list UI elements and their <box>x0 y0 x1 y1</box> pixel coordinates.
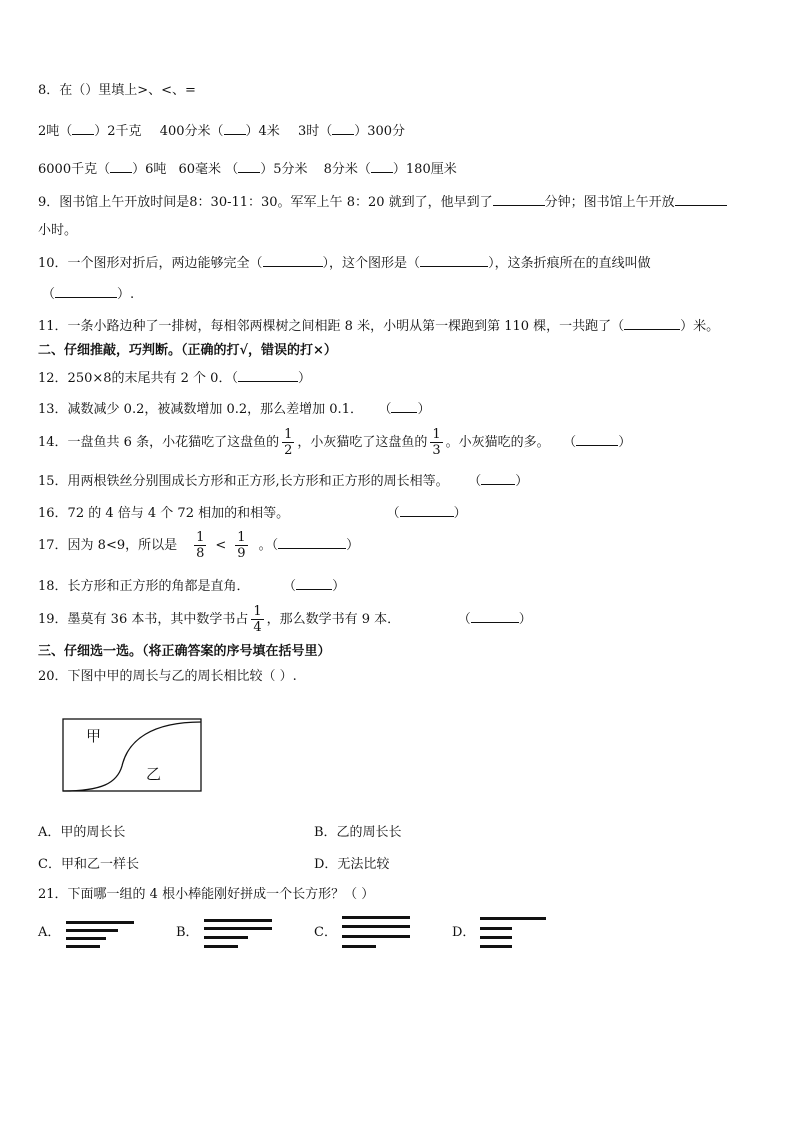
q13: 13．减数减少 0.2，被减数增加 0.2，那么差增加 0.1． （ ） <box>38 399 431 419</box>
q21-text: 21．下面哪一组的 4 根小棒能刚好拼成一个长方形？（ ） <box>38 887 375 902</box>
stick <box>342 935 410 938</box>
q8-row1 <box>38 121 405 141</box>
answer-blank[interactable] <box>263 253 323 267</box>
fraction: $\frac{1}{4}$ <box>253 604 262 635</box>
q8-r1-c: 3时（ ）300分 <box>298 124 405 139</box>
q18: 18．长方形和正方形的角都是直角． （ ） <box>38 576 345 596</box>
q21-option-c[interactable]: C． <box>314 925 337 940</box>
fraction: $\frac{1}{2}$ <box>284 427 293 458</box>
answer-blank[interactable] <box>332 121 354 135</box>
stick <box>342 945 376 948</box>
stick <box>480 945 512 948</box>
stick <box>480 936 512 939</box>
stick <box>204 945 238 948</box>
answer-blank[interactable] <box>675 192 727 206</box>
fraction: $\frac{1}{9}$ <box>237 530 246 561</box>
stick <box>66 937 106 940</box>
section-2-heading: 二、仔细推敲，巧判断。（正确的打√，错误的打×） <box>38 343 337 358</box>
q9-line2: 小时。 <box>38 223 78 238</box>
q20-option-d[interactable]: D．无法比较 <box>314 857 390 872</box>
answer-blank[interactable] <box>296 576 332 590</box>
stick <box>342 925 410 928</box>
q8-r1-b: 400分米（ ）4米 <box>160 124 280 139</box>
q11: 11．一条小路边种了一排树，每相邻两棵树之间相距 8 米，小明从第一棵跑到第 110 棵，一共跑了（ ）米。 <box>38 316 719 336</box>
q20-text: 20．下图中甲的周长与乙的周长相比较（ ）. <box>38 669 297 684</box>
stick <box>66 929 118 932</box>
q16: 16．72 的 4 倍与 4 个 72 相加的和相等。 （ ） <box>38 503 467 523</box>
q17: 17．因为 8<9，所以是 $\frac{1}{8}$ < $\frac{1}{9}$ 。（ ） <box>38 530 360 561</box>
q21-option-a[interactable]: A． <box>38 925 61 940</box>
answer-blank[interactable] <box>238 368 298 382</box>
answer-blank[interactable] <box>72 121 94 135</box>
q10-line1: 10．一个图形对折后，两边能够完全（ ），这个图形是（ ），这条折痕所在的直线叫做 <box>38 253 651 273</box>
stick <box>480 917 546 920</box>
answer-blank[interactable] <box>481 471 515 485</box>
section-3-heading: 三、仔细选一选。（将正确答案的序号填在括号里） <box>38 644 331 659</box>
q15: 15．用两根铁丝分别围成长方形和正方形,长方形和正方形的周长相等。 （ ） <box>38 471 528 491</box>
q12: 12．250×8的末尾共有 2 个 0．（ ） <box>38 368 311 388</box>
q9-line1: 9．图书馆上午开放时间是8：30-11：30。军军上午 8：20 就到了，他早到了 分钟；图书馆上午开放 <box>38 192 727 212</box>
stick <box>66 945 100 948</box>
fraction: $\frac{1}{8}$ <box>196 530 205 561</box>
answer-blank[interactable] <box>391 399 417 413</box>
answer-blank[interactable] <box>624 316 680 330</box>
q8-r2-c: 8分米（ ）180厘米 <box>324 162 457 177</box>
stick <box>480 927 512 930</box>
stick <box>204 936 248 939</box>
figure-rectangle <box>63 719 201 791</box>
answer-blank[interactable] <box>224 121 246 135</box>
q14: 14．一盘鱼共 6 条，小花猫吃了这盘鱼的 $\frac{1}{2}$ ，小灰猫吃了这盘鱼的 $\frac{1}{3}$ 。小灰猫吃的多。 （ ） <box>38 427 632 458</box>
answer-blank[interactable] <box>576 432 618 446</box>
answer-blank[interactable] <box>400 503 454 517</box>
answer-blank[interactable] <box>110 159 132 173</box>
stick <box>342 916 410 919</box>
figure-label-yi: 乙 <box>146 765 162 783</box>
q8-row2 <box>38 159 457 179</box>
answer-blank[interactable] <box>420 253 488 267</box>
q19: 19．墨莫有 36 本书，其中数学书占 $\frac{1}{4}$ ，那么数学书有 9 本． （ ） <box>38 604 532 635</box>
answer-blank[interactable] <box>493 192 545 206</box>
answer-blank[interactable] <box>55 284 117 298</box>
figure-dividing-curve <box>63 722 201 791</box>
stick <box>204 927 272 930</box>
answer-blank[interactable] <box>471 609 519 623</box>
q20-option-c[interactable]: C．甲和乙一样长 <box>38 857 139 872</box>
stick <box>66 921 134 924</box>
q8-title: 8．在（）里填上>、<、= <box>38 83 196 98</box>
q20-figure <box>62 718 204 794</box>
figure-label-jia: 甲 <box>86 727 102 745</box>
answer-blank[interactable] <box>371 159 393 173</box>
stick <box>204 919 272 922</box>
q20-option-b[interactable]: B．乙的周长长 <box>314 825 402 840</box>
fraction: $\frac{1}{3}$ <box>432 427 441 458</box>
q21-option-b[interactable]: B． <box>176 925 199 940</box>
q8-r2-b: 60毫米 （ ）5分米 <box>179 162 308 177</box>
q8-r2-a: 6000千克（ ）6吨 <box>38 162 166 177</box>
answer-blank[interactable] <box>278 535 346 549</box>
q10-line2: （ ）. <box>42 284 134 304</box>
q8-r1-a: 2吨（ ）2千克 <box>38 124 142 139</box>
q21-option-d[interactable]: D． <box>452 925 476 940</box>
answer-blank[interactable] <box>238 159 260 173</box>
q20-option-a[interactable]: A．甲的周长长 <box>38 825 126 840</box>
